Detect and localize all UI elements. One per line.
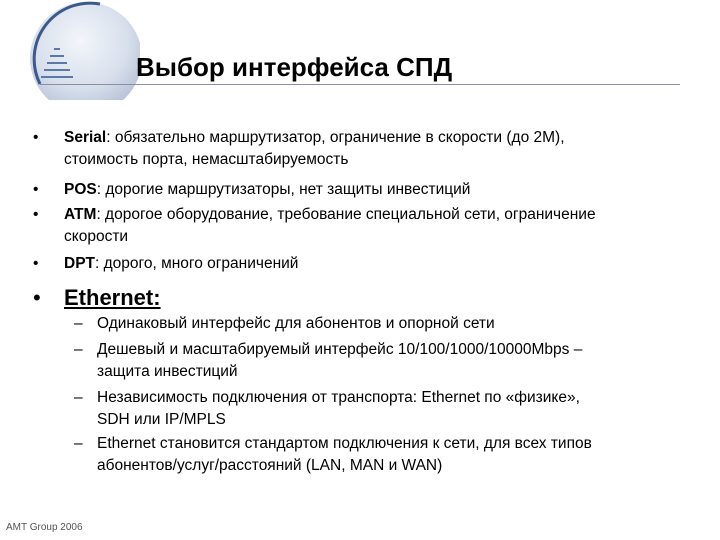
sub-item-text-cont: абонентов/услуг/расстояний (LAN, MAN и WAN) <box>97 457 443 474</box>
ethernet-label: Ethernet: <box>64 285 161 310</box>
bullet-dot: • <box>33 129 39 146</box>
bullet-dot: • <box>33 206 39 223</box>
bullet-text: : дорогие маршрутизаторы, нет защиты инвестиций <box>96 181 471 198</box>
bullet-term: ATM <box>64 206 97 223</box>
bullet-dot: • <box>33 255 39 272</box>
dash-marker: – <box>74 315 83 332</box>
bullet-text: : дорого, много ограничений <box>95 255 299 272</box>
bullet-dot: • <box>33 285 41 310</box>
dash-marker: – <box>74 435 83 452</box>
bullet-text-cont: скорости <box>64 228 129 245</box>
globe-logo-icon <box>0 0 140 100</box>
sub-item-text: Одинаковый интерфейс для абонентов и опорной сети <box>97 315 495 332</box>
bullet-term: DPT <box>64 255 95 272</box>
title-rule <box>40 84 680 85</box>
bullet-term: Serial <box>64 129 107 146</box>
bullet-text: : обязательно маршрутизатор, ограничение в скорости (до 2M), <box>106 129 565 146</box>
footer-copyright: AMT Group 2006 <box>6 522 83 533</box>
sub-item-text-cont: защита инвестиций <box>97 363 238 380</box>
sub-item-text-cont: SDH или IP/MPLS <box>97 411 226 428</box>
dash-marker: – <box>74 341 83 358</box>
sub-item-text: Ethernet становится стандартом подключения к сети, для всех типов <box>97 435 592 452</box>
slide-title: Выбор интерфейса СПД <box>136 52 453 82</box>
bullet-text: : дорогое оборудование, требование специальной сети, ограничение <box>96 206 596 223</box>
sub-item-text: Дешевый и масштабируемый интерфейс 10/100/1000/10000Mbps – <box>97 341 583 358</box>
bullet-term: POS <box>64 181 97 198</box>
sub-item-text: Независимость подключения от транспорта: Ethernet по «физике», <box>97 389 580 406</box>
bullet-text-cont: стоимость порта, немасштабируемость <box>64 151 349 168</box>
bullet-dot: • <box>33 181 39 198</box>
dash-marker: – <box>74 389 83 406</box>
